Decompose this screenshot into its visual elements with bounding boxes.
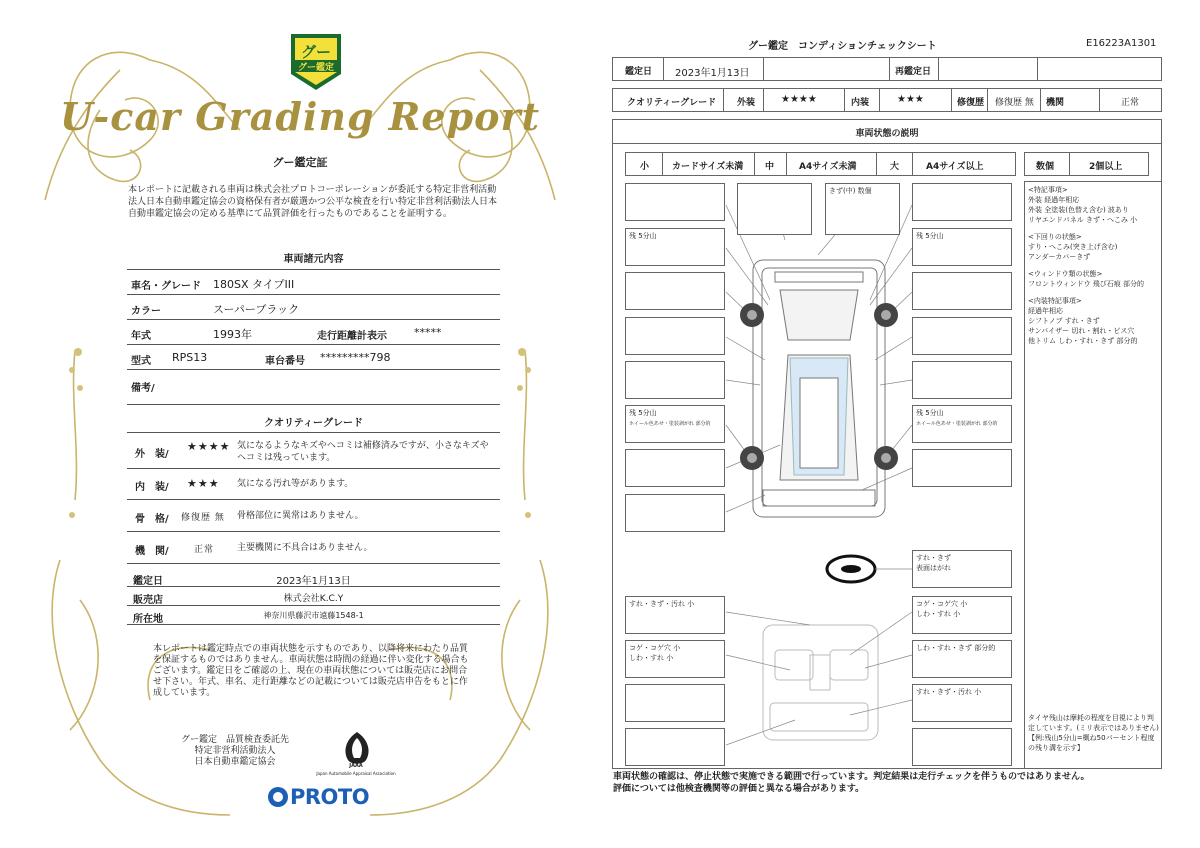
ext-box-left-1 xyxy=(625,183,725,221)
inspection-date-row: 鑑定日 2023年1月13日 xyxy=(127,568,500,587)
ext-box-left-7 xyxy=(625,449,725,487)
date-row: 鑑定日 2023年1月13日 再鑑定日 xyxy=(612,57,1162,81)
spec-row-notes: 備考/ xyxy=(127,372,500,405)
address-row: 所在地 神奈川県藤沢市遠藤1548-1 xyxy=(127,606,500,625)
certificate-title: グー鑑定証 xyxy=(272,156,328,169)
shop-row: 販売店 株式会社K.C.Y xyxy=(127,587,500,606)
sheet-footer: 車両状態の確認は、停止状態で実施できる範囲で行っています。判定結果は走行チェックを伴うものではありません。 評価については他検査機関等の評価と異なる場合があります。 xyxy=(613,772,1090,794)
jaaa-subtitle: Japan Automobile Appraisal Association xyxy=(316,771,396,776)
count-legend: 数個 2個以上 xyxy=(1024,152,1149,176)
size-legend: 小 カードサイズ未満 中 A4サイズ未満 大 A4サイズ以上 xyxy=(625,152,1016,176)
quality-section-title: クオリティーグレード xyxy=(264,418,363,429)
ext-box-left-8 xyxy=(625,494,725,532)
condition-check-sheet xyxy=(600,0,1200,848)
goo-kantei-badge-icon xyxy=(287,30,345,92)
quality-row-exterior: 外 装/ ★★★★ 気になるようなキズやヘコミは補修済みですが、小さなキズやヘコミは残っています。 xyxy=(127,433,500,469)
ext-box-right-4 xyxy=(912,317,1012,355)
int-box-right-3: すれ・きず・汚れ 小 xyxy=(912,684,1012,722)
section-title: 車両状態の説明 xyxy=(855,129,919,139)
ext-box-right-5 xyxy=(912,361,1012,399)
int-box-steering: すれ・きず 表面はがれ xyxy=(912,550,1012,588)
int-box-right-4 xyxy=(912,728,1012,766)
proto-logo: PROTO xyxy=(268,785,369,809)
svg-text:グー鑑定: グー鑑定 xyxy=(297,63,335,73)
ext-box-left-4 xyxy=(625,317,725,355)
ext-box-right-3 xyxy=(912,272,1012,310)
ext-box-top-left xyxy=(737,183,812,235)
ext-box-left-front-tire: 残 5分山 xyxy=(625,228,725,266)
spec-row-name: 車名・グレード 180SX タイプIII xyxy=(127,270,500,295)
validity-notice: 本レポートは鑑定時点での車両状態を示すものであり、以降将来にわたり品質を保証するものではありません。車両状態は時間の経過に伴い変化する場合もございます。鑑定日をご確認の上、現在の車両状態については販売店にお問合せ下さい。年式、車名、走行距離などの記載については販売店申告をもとに作成しています。 xyxy=(153,644,469,698)
int-box-right-1: コゲ・コゲ穴 小 しわ・すれ 小 xyxy=(912,596,1012,634)
ext-box-right-7 xyxy=(912,449,1012,487)
special-notes: <特記事項> 外装 経過年相応 外装 全塗装(色替え含む) 波あり リヤエンドパネル きず・へこみ 小 <下回りの状態> すり・へこみ(突き上げ含む) アンダーカバーきず <ウィンドウ類の状態> フロントウィンドウ 飛び石痕 部分的 <内装特記事項> 経過年相応 シフトノブ すれ・きず サンバイザー 切れ・割れ・ビス穴 他トリム しわ・すれ・きず 部分的 xyxy=(1028,186,1145,345)
proto-mark-icon xyxy=(268,787,288,807)
ext-box-right-1 xyxy=(912,183,1012,221)
ext-box-left-rear-tire: 残 5分山 ホイール色あせ・塗装剥がれ 部分的 xyxy=(625,405,725,443)
quality-row: クオリティーグレード 外装 ★★★★ 内装 ★★★ 修復歴 修復歴 無 機関 正常 xyxy=(612,88,1162,112)
commission-signature: グー鑑定 品質検査委託先 特定非営利活動法人 日本自動車鑑定協会 xyxy=(180,735,289,767)
certificate-intro: 本レポートに記載される車両は株式会社プロトコーポレーションが委託する特定非営利活動法人日本自動車鑑定協会の資格保有者が厳選かつ公平な検査を行い特定非営利活動法人日本自動車鑑定協会の定める基準にて品質評価を行ったものであることを証明する。 xyxy=(128,185,498,219)
ext-box-right-front-tire: 残 5分山 xyxy=(912,228,1012,266)
quality-row-engine: 機 関/ 正常 主要機関に不具合はありません。 xyxy=(127,532,500,564)
int-box-left-1: すれ・きず・汚れ 小 xyxy=(625,596,725,634)
ext-box-left-5 xyxy=(625,361,725,399)
steering-wheel-icon xyxy=(827,556,912,582)
tire-note: タイヤ残山は摩耗の程度を目視により判定しています。(ミリ表示ではありません) 【例:残山5分山=概ね50パーセント程度の残り溝を示す】 xyxy=(1028,714,1159,752)
spec-row-year: 年式 1993年 走行距離計表示 ***** xyxy=(127,320,500,345)
spec-section-title: 車両諸元内容 xyxy=(283,254,344,265)
jaaa-label: JAAA xyxy=(349,763,363,769)
int-box-right-2: しわ・すれ・きず 部分的 xyxy=(912,640,1012,678)
sheet-title: グー鑑定 コンディションチェックシート xyxy=(748,41,937,52)
ext-box-top-center: きず(中) 数個 xyxy=(825,183,900,235)
ext-box-left-3 xyxy=(625,272,725,310)
ext-box-right-rear-tire: 残 5分山 ホイール色あせ・塗装剥がれ 部分的 xyxy=(912,405,1012,443)
sheet-code: E16223A1301 xyxy=(1086,38,1157,49)
spec-row-model: 型式 RPS13 車台番号 *********798 xyxy=(127,345,500,370)
spec-row-color: カラー スーパーブラック xyxy=(127,295,500,320)
quality-row-interior: 内 装/ ★★★ 気になる汚れ等があります。 xyxy=(127,469,500,500)
int-box-left-3 xyxy=(625,684,725,722)
svg-text:グー: グー xyxy=(300,43,332,61)
report-script-title: U-car Grading Report xyxy=(59,94,541,139)
int-box-left-2: コゲ・コゲ穴 小 しわ・すれ 小 xyxy=(625,640,725,678)
quality-row-frame: 骨 格/ 修復歴 無 骨格部位に異常はありません。 xyxy=(127,500,500,532)
int-box-left-4 xyxy=(625,728,725,766)
